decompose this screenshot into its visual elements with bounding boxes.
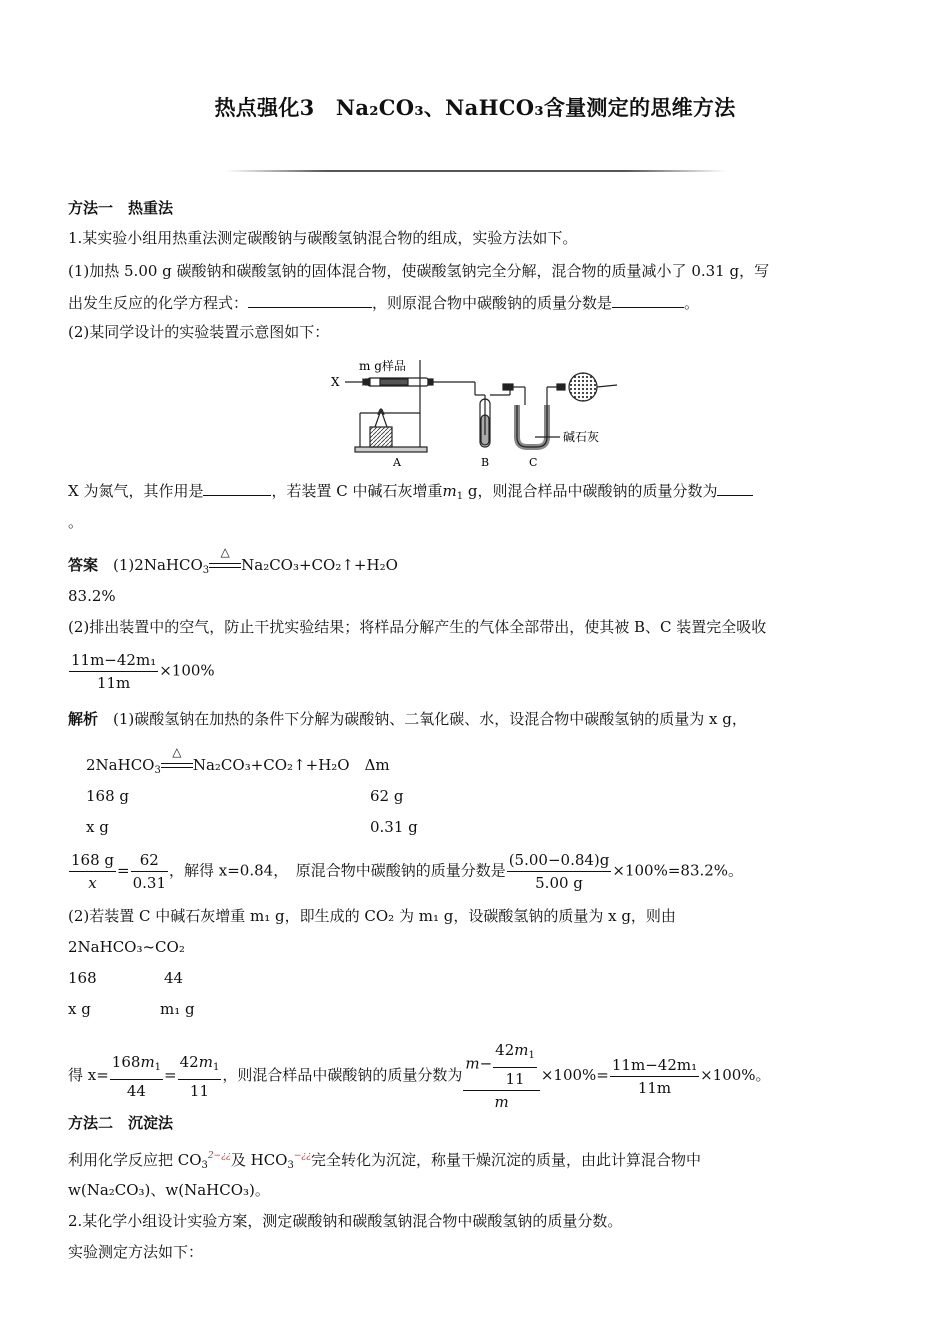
q1-part2: (2)某同学设计的实验装置示意图如下：: [68, 323, 330, 341]
analysis-calc1: $\frac{168 g}{x}$ = $\frac{62}{0.31}$ ，解得 x=0.84， 原混合物中碳酸钠的质量分数是 $\frac{(5.00-0.84)g}{5.00 g}$ ×100%=83.2%。: [71, 851, 744, 892]
answer-blank[interactable]: [717, 481, 753, 496]
q1-intro: 1.某实验小组用热重法测定碳酸钠与碳酸氢钠混合物的组成，实验方法如下。: [68, 229, 578, 247]
sub-1: 1: [456, 491, 464, 502]
label-a: A: [393, 456, 401, 469]
fraction: $\frac{\text{11m−42m₁}}{11m}$: [71, 651, 157, 692]
apparatus-diagram: [325, 355, 625, 471]
answer-blank[interactable]: [248, 293, 372, 308]
q1-part3-post: g，则混合样品中碳酸钠的质量分数为: [463, 482, 718, 500]
answer-eq-left: (1)2NaHCO: [113, 556, 203, 574]
q1-part3-mid: ，若装置 C 中碱石灰增重: [271, 482, 443, 500]
method2-p1: 利用化学反应把 $CO_3^{2-¿¿}$及 $HCO_3^{-¿¿}$完全转化为沉淀，称量干燥沉淀的质量，由此计算混合物中: [68, 1151, 702, 1171]
q1-part1-line2: [68, 293, 699, 313]
answer-blank[interactable]: [203, 481, 271, 496]
analysis-eq: 2NaHCO$_3$ △ Na₂CO₃+CO₂↑+H₂O Δm: [86, 745, 390, 776]
analysis-p2: (2)若装置 C 中碱石灰增重 m₁ g，即生成的 CO₂ 为 m₁ g，设碳酸氢钠的质量为 x g，则由: [68, 907, 676, 925]
answer-val1: 83.2%: [68, 587, 116, 605]
analysis-row2-b: 0.31 g: [370, 818, 418, 836]
var-m: m: [442, 482, 457, 500]
method2-heading: 方法二 沉淀法: [68, 1114, 174, 1132]
analysis-rel-r1-a: 168: [68, 969, 97, 987]
q1-part3-line1: [68, 481, 753, 507]
title-divider: [226, 170, 726, 172]
heat-arrow: △: [209, 558, 241, 574]
method2-p2: w(Na₂CO₃)、w(NaHCO₃)。: [68, 1181, 270, 1199]
answer-blank[interactable]: [612, 293, 684, 308]
analysis-final: 得 x= $\frac{168m_1}{44}$ = $\frac{42m_1}{11}$ ，则混合样品中碳酸钠的质量分数为 m− $\frac{42m_1}{11}$ m ×100%= $\frac{\text{11m−42m₁}}{11m}$ ×100%。: [68, 1041, 771, 1111]
label-c: C: [529, 456, 538, 469]
answer-eq1: 答案 (1)2NaHCO$_3$ △ Na₂CO₃+CO₂↑+H₂O: [68, 545, 398, 576]
page-title: 热点强化3 Na₂CO₃、NaHCO₃含量测定的思维方法: [214, 95, 736, 120]
analysis-p1: 解析 (1)碳酸氢钠在加热的条件下分解为碳酸钠、二氧化碳、水，设混合物中碳酸氢钠的质量为 x g，: [68, 710, 747, 728]
method1-heading: 方法一 热重法: [68, 199, 174, 217]
analysis-row1-a: 168 g: [86, 787, 130, 805]
sample-label: m g样品: [359, 359, 406, 373]
analysis-row1-b: 62 g: [370, 787, 404, 805]
answer-fraction: $\frac{\text{11m−42m₁}}{11m}$ ×100%: [71, 651, 215, 692]
q1-part1-pre: 出发生反应的化学方程式：: [68, 294, 249, 312]
lime-label: 碱石灰: [563, 430, 600, 444]
analysis-label: 解析: [68, 710, 99, 728]
analysis-row2-a: x g: [86, 818, 109, 836]
q2-method: 实验测定方法如下：: [68, 1243, 204, 1261]
answer-label: 答案: [68, 556, 99, 574]
q1-part1-mid: ，则原混合物中碳酸钠的质量分数是: [372, 294, 613, 312]
q1-part1-end: 。: [684, 294, 700, 312]
answer-part2: (2)排出装置中的空气，防止干扰实验结果；将样品分解产生的气体全部带出，使其被 B、C 装置完全吸收: [68, 618, 767, 636]
heat-arrow: △: [161, 758, 193, 774]
q2-intro: 2.某化学小组设计实验方案，测定碳酸钠和碳酸氢钠混合物中碳酸氢钠的质量分数。: [68, 1212, 623, 1230]
analysis-rel-r2-b: m₁ g: [160, 1000, 195, 1018]
analysis-rel-r2-a: x g: [68, 1000, 91, 1018]
q1-part3-pre: X 为氮气，其作用是: [68, 482, 204, 500]
q1-part1-line1: (1)加热 5.00 g 碳酸钠和碳酸氢钠的固体混合物，使碳酸氢钠完全分解，混合物的质量减小了 0.31 g，写: [68, 262, 770, 280]
answer-eq-right: Na₂CO₃+CO₂↑+H₂O: [241, 556, 398, 574]
analysis-rel-r1-b: 44: [164, 969, 184, 987]
analysis-rel: 2NaHCO₃~CO₂: [68, 938, 185, 956]
q1-part3-line2: 。: [68, 513, 84, 531]
x-label: X: [331, 375, 340, 389]
label-b: B: [481, 456, 490, 469]
